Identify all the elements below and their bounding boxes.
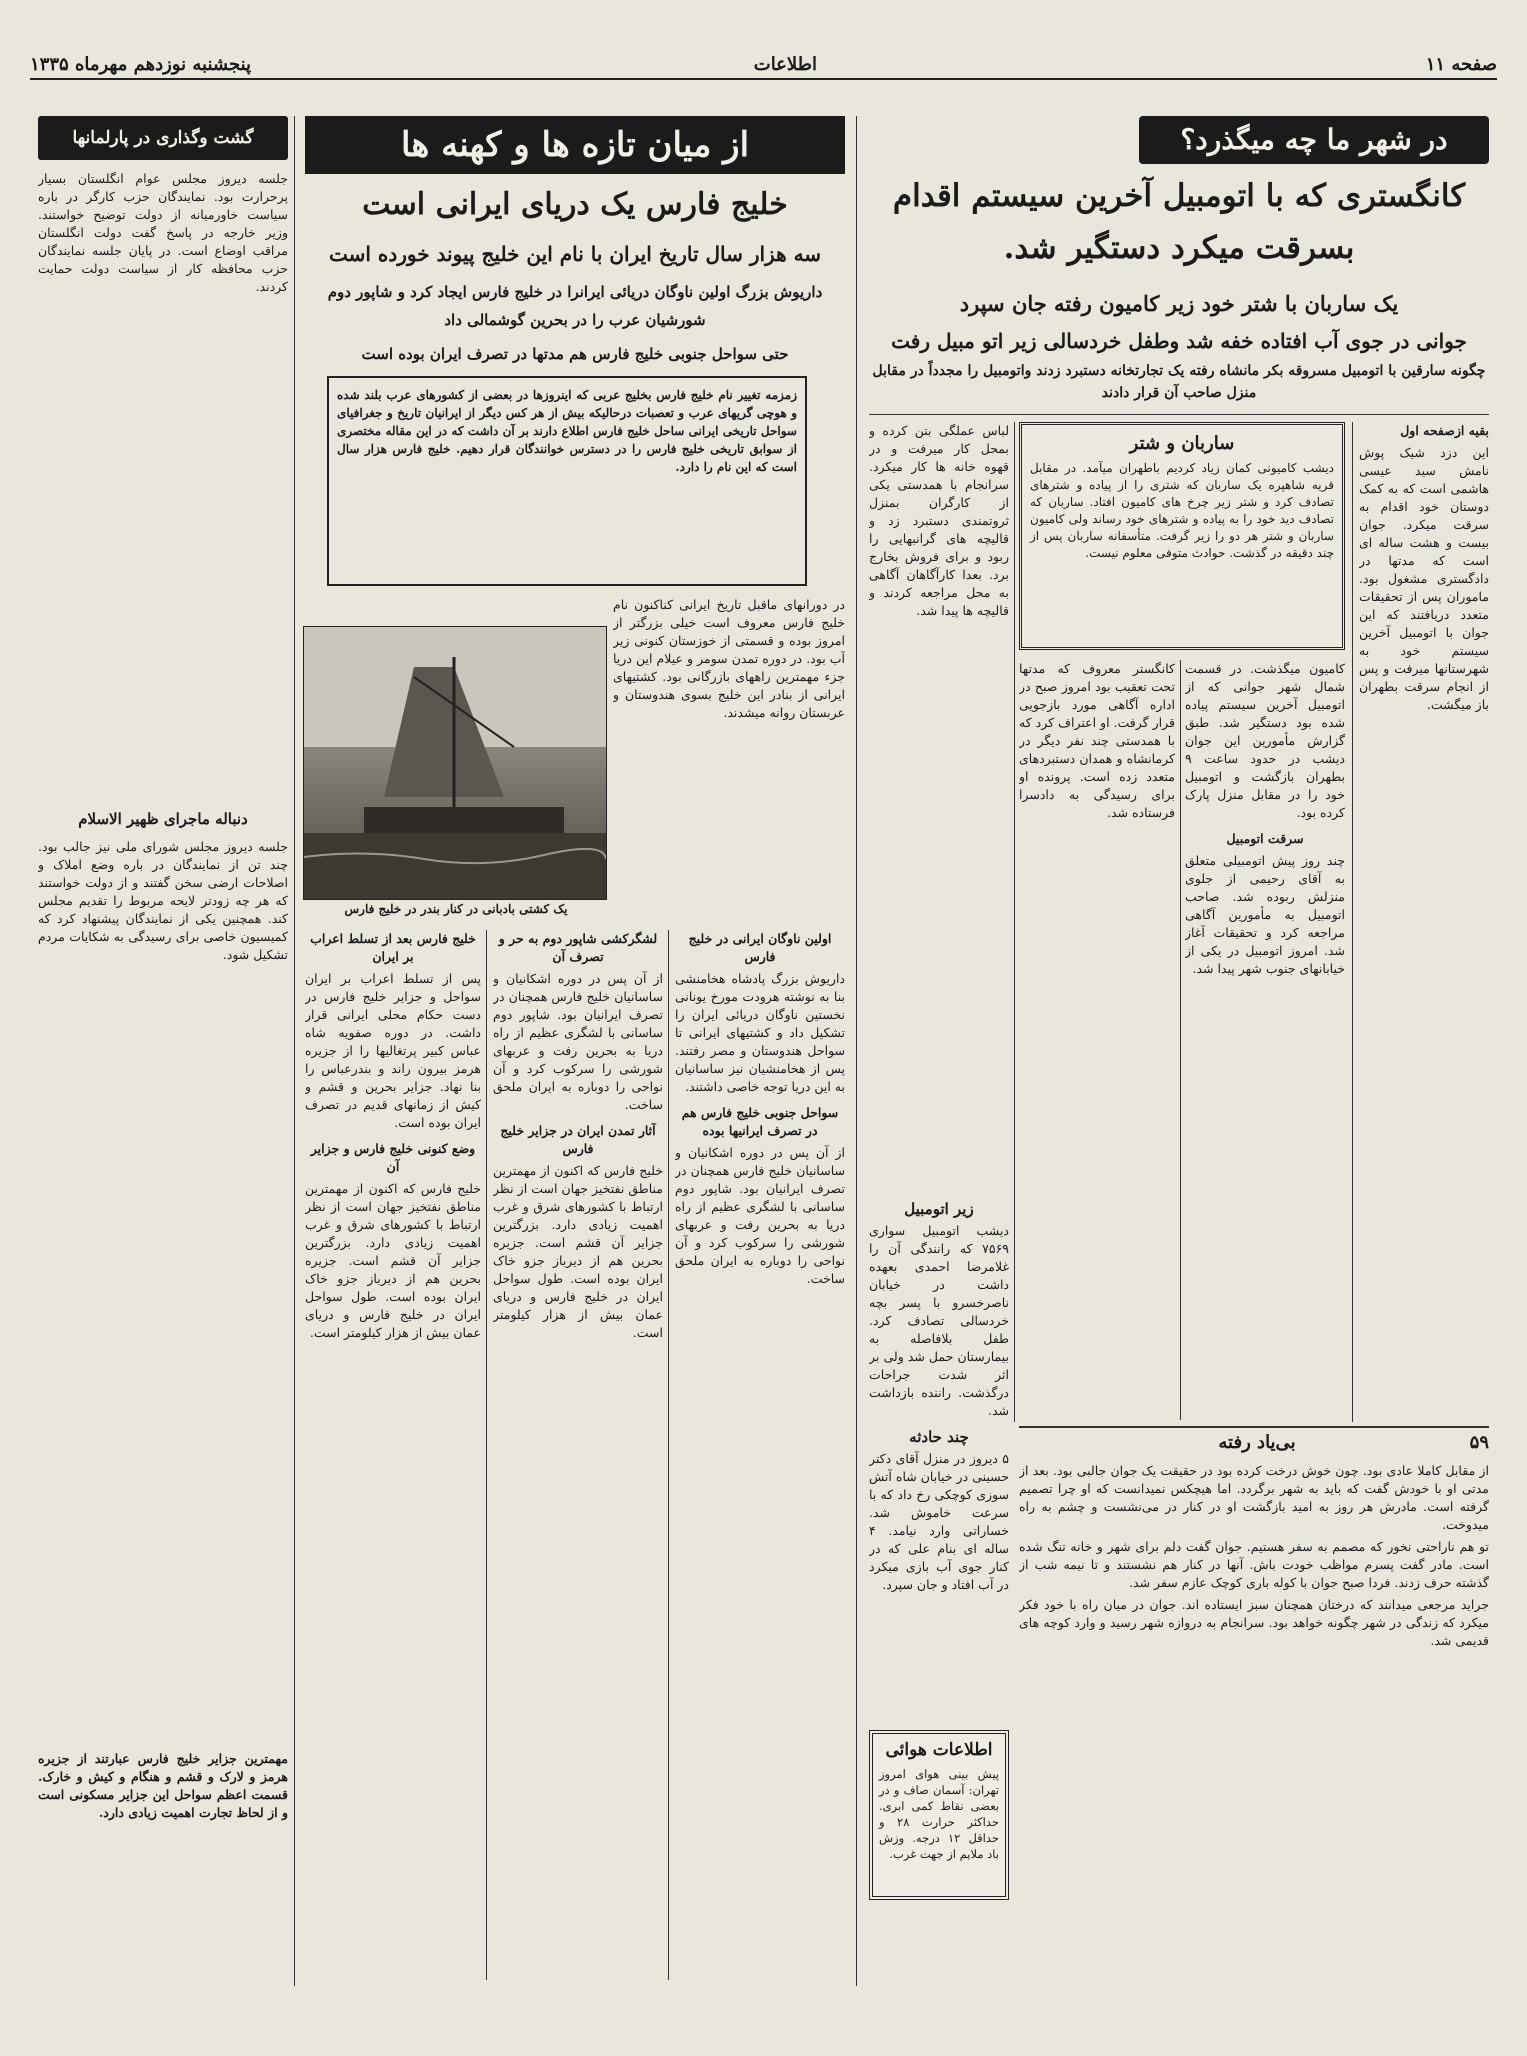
center-headline: خلیج فارس یک دریای ایرانی است [362, 187, 788, 222]
center-deck-1: سه هزار سال تاریخ ایران با نام این خلیج پیوند خورده است [328, 242, 822, 266]
right-deck-2: جوانی در جوی آب افتاده خفه شد وطفل خردسالی زیر اتو مبیل رفت [891, 329, 1467, 353]
center-banner: از میان تازه ها و کهنه ها [305, 116, 845, 174]
right-deck-3: چگونه سارقین با اتومبیل مسروقه بکر مانشاه رفته یک تجارتخانه دستبرد زدند واتومبیل را مجدداً در مقابل منزل صاحب آن قرار دادند [872, 363, 1486, 401]
right-col-c: کامیون میگذشت. در قسمت شمال شهر جوانی که از اتومبیل آخرین سیستم پیاده شده بود دستگیر شد. طبق گزارش مأمورین این جوان دیشب در حدود ساعت ۹ بطهران بازگشت و اتومبیل خود را در مقابل منزل پارک کرده بود. سرقت اتومبیل چند روز پیش اتومبیلی متعلق به آقای رحیمی از جلوی منزلش ربوده شد. صاحب اتومبیل به مأمورین آگاهی مراجعه کرد و تحقیقات آغاز شد. امروز اتومبیل در یکی از خیابانهای جنوب شهر پیدا شد. [1185, 661, 1345, 976]
right-col-events: زیر اتومبیل دیشب اتومبیل سواری ۷۵۶۹ که رانندگی آن را غلامرضا احمدی بعهده داشت در خیابان ناصرخسرو با پسر بچه خردسالی تصادف کرد. طفل بلافاصله به بیمارستان حمل شد ولی بر اثر شدت جراحات درگذشت. راننده بازداشت شد. چند حادثه ۵ دیروز در منزل آقای دکتر حسینی در خیابان شاه آتش سوزی کوچکی رخ داد که با سرعت خاموش شد. خساراتی وارد نیامد. ۴ ساله ای بنام علی که در کنار جوی آب بازی میکرد در آب افتاد و جان سپرد. [869, 1200, 1009, 1592]
section-6-heading: سواحل جنوبی خلیج فارس هم در تصرف ایرانیها بوده [681, 1105, 839, 1138]
ship-illustration [304, 627, 606, 899]
date-line: پنجشنبه نوزدهم مهرماه ۱۳۳۵ [30, 54, 252, 75]
center-col-4: خلیج فارس بعد از تسلط اعراب بر ایران پس از تسلط اعراب بر ایران سواحل و جزایر خلیج فارس در دست حکام محلی ایرانی قرار داشت. در دوره صفویه شاه عباس کبیر پرتغالیها را از جزیره هرمز بیرون راند و بندرعباس را بنا نهاد. جزایر بحرین و قشم و کیش از زمانهای قدیم در تصرف ایران بوده است. وضع کنونی خلیج فارس و جزایر آن خلیج فارس که اکنون از مهمترین مناطق نفتخیز جهان است از نظر ارتباط با کشورهای شرق و غرب اهمیت زیادی دارد. بزرگترین جزایر آن قشم است. جزیره بحرین هم از دیرباز جزو خاک ایران بوده است. طول سواحل ایران در خلیج فارس و دریای عمان بیش از هزار کیلومتر است. [305, 931, 481, 1340]
left-col-body: جلسه دیروز مجلس شورای ملی نیز جالب بود. چند تن از نمایندگان در باره وضع املاک و اصلاحات ارضی سخن گفتند و از دولت خواستند که هر چه زودتر لایحه مربوط را تقدیم مجلس کند. همچنین یکی از نمایندگان پیشنهاد کرد که کمیسیون خاصی برای رسیدگی به شکایات مردم تشکیل شود. [38, 839, 288, 962]
right-banner: در شهر ما چه میگذرد؟ [1139, 116, 1489, 164]
paper-name: اطلاعات [753, 54, 817, 75]
center-deck-2: داریوش بزرگ اولین ناوگان دریائی ایرانرا در خلیج فارس ایجاد کرد و شاپور دوم شورشیان عرب را در بحرین گوشمالی داد [327, 283, 823, 329]
center-col-2: اولین ناوگان ایرانی در خلیج فارس داریوش بزرگ پادشاه هخامنشی بنا به نوشته هرودت مورخ یونانی نخستین ناوگان دریائی ایران را تشکیل داد و کشتیهای ایرانی تا سواحل هندوستان و مصر رفتند. پس از هخامنشیان نیز ساسانیان به این دریا توجه خاصی داشتند. سواحل جنوبی خلیج فارس هم در تصرف ایرانیها بوده از آن پس در دوره اشکانیان و ساسانیان خلیج فارس همچنان در تصرف ایرانیان بود. شاپور دوم ساسانی با لشگری عظیم از راه دریا به بحرین رفت و عربهای شورشی را سرکوب کرد و آن نواحی را دوباره به ایران ملحق ساخت. [675, 931, 845, 1286]
inset-text: دیشب کامیونی کمان زیاد کردیم باطهران میآمد. در مقابل قریه شاهپره یک ساربان که شتری را از پیاده و شترهای تصادف کرد و شتر زیر چرخ های کامیون افتاد. ساربان که تصادف دید خود را به پیاده و شترهای خود رساند ولی کامیون ساربان و شتر هر دو را زیر گرفت. متأسفانه ساربان پس از چند دقیقه در گذشت. حوادث متوفی معلوم نیست. [1030, 461, 1334, 560]
newspaper-page [30, 30, 1497, 2026]
weather-title: اطلاعات هوائی [885, 1740, 993, 1760]
continuation-label: بقیه ازصفحه اول [1400, 423, 1489, 438]
events-heading: چند حادثه [909, 1428, 969, 1446]
serial-number: ۵۹ [1469, 1432, 1489, 1453]
section-1-heading: اولین ناوگان ایرانی در خلیج فارس [688, 931, 832, 964]
right-col-a: بقیه ازصفحه اول این دزد شیک پوش نامش سید عیسی هاشمی است که به کمک دوستان خود اقدام به سرقت میکرد. جوان بیست و هشت ساله ای است که مدتها در دادگستری مشغول بود. ماموران پس از تحقیقات متعدد دریافتند که این جوان با اتومبیل آخرین سیستم خود به شهرستانها میرفت و پس از انجام سرقت بطهران باز میگشت. [1359, 423, 1489, 712]
photo-caption: یک کشتی بادبانی در کنار بندر در خلیج فارس [344, 902, 568, 916]
right-deck-1: یک ساربان با شتر خود زیر کامیون رفته جان سپرد [959, 291, 1399, 316]
running-head [30, 54, 1497, 80]
right-col-d: کانگستر معروف که مدتها تحت تعقیب بود امروز صبح در اداره آگاهی مورد بازجویی قرار گرفت. او اعتراف کرد که با همدستی چند نفر دیگر در کرمانشاه و همدان دستبردهای متعدد زده است. پرونده او برای رسیدگی به دادسرا فرستاده شد. [1019, 661, 1175, 820]
section-2-heading: لشگرکشی شاپور دوم به حر و تصرف آن [498, 931, 658, 964]
left-banner: گشت وگذاری در پارلمانها [38, 116, 288, 160]
right-col-b: لباس عملگی بتن کرده و بمحل کار میرفت و در قهوه خانه ها کار میکرد. سرانجام با همدستی یکی از کارگران بمنزل ثروتمندی دستبرد زد و قالیچه های گرانبهایی را ربود و برای فروش بخارج برد. بعدا کارآگاهان آگاهی به محل مراجعه کردند و قالیچه ها پیدا شد. [869, 423, 1009, 618]
left-col-top: جلسه دیروز مجلس عوام انگلستان بسیار پرحرارت بود. نمایندگان حزب کارگر در باره سیاست خاورمیانه از دولت توضیح خواستند. وزیر خارجه در پاسخ گفت دولت انگلستان مراقب اوضاع است. در پایان جلسه نمایندگان حزب محافظه کار از سیاست دولت حمایت کردند. [38, 171, 288, 294]
right-divider [869, 414, 1489, 415]
weather-text: پیش بینی هوای امروز تهران: آسمان صاف و در بعضی نقاط کمی ابری. حداکثر حرارت ۲۸ و حداقل ۱۲ درجه. وزش باد ملایم از جهت غرب. [879, 1767, 1000, 1861]
left-col-bottom: مهمترین جزایر خلیج فارس عبارتند از جزیره هرمز و لارک و قشم و هنگام و کیش و خارک. قسمت اعظم سواحل این جزایر مسکونی است و از لحاظ تجارت اهمیت زیادی دارد. [38, 1751, 288, 1820]
stolen-car-heading: سرقت اتومبیل [1226, 831, 1304, 846]
serial-text: از مقابل کاملا عادی بود. چون خوش درخت کرده بود در حقیقت یک جوان جالبی بود. بعد از مدتی او با خودش گفت که باید به شهر برگردد. اما هیچکس نمیدانست که او چرا تصمیم گرفته است. مادرش هر روز به امید بازگشت او در کنار در می‌نشست و چشم به راه میدوخت. تو هم ناراحتی نخور که مصمم به سفر هستیم. جوان گفت دلم برای شهر و خانه تنگ شده است. مادر گفت پسرم مواظب خودت باش. آنها در کنار هم نشستند و تا نیمه شب از گذشته حرف زدند. فردا صبح جوان با کوله باری کوچک عازم سفر شد. جراید مرجعی میدانند که درختان همچنان سبز ایستاده اند. جوان در میان راه با خود فکر میکرد که زندگی در شهر چگونه خواهد بود. سرانجام به دروازه شهر رسید و وارد کوچه های قدیمی شد. [1019, 1463, 1489, 1648]
weather-notice [869, 1730, 1009, 1900]
center-intro: زمزمه تغییر نام خلیج فارس بخلیج عربی که اینروزها در بعضی از کشورهای عرب بلند شده و هوچی گریهای عرب و تعصبات درحالیکه بیش از هر کس دیگر از ایرانیان تاریخ و جغرافیای سواحل تاریخی ایرانی ساحل خلیج فارس اطلاع دارند بر آن داشت که در این مقاله مختصری از سوابق تاریخی خلیج فارس را در دسترس خوانندگان قرار دهیم. خلیج فارس هزار سال است که این نام را دارد. [327, 376, 807, 586]
camel-inset [1019, 422, 1345, 650]
center-col-1: در دورانهای ماقبل تاریخ ایرانی کناکنون نام خلیج فارس معروف است خیلی بزرگتر از امروز بوده و قسمتی از خوزستان کنونی زیر آب بود. در دوره تمدن سومر و عیلام این دریا جزء مهمترین راههای بازرگانی بود. کشتیهای ایرانی از بنادر این خلیج بسوی هندوستان و عربستان روانه میشدند. [613, 597, 845, 720]
serial-heading: بی‌یاد رفته [1218, 1432, 1296, 1453]
center-deck-3: حتی سواحل جنوبی خلیج فارس هم مدتها در تصرف ایران بوده است [361, 345, 789, 363]
center-col-3: لشگرکشی شاپور دوم به حر و تصرف آن از آن پس در دوره اشکانیان و ساسانیان خلیج فارس همچنان در تصرف ایرانیان بود. شاپور دوم ساسانی با لشگری عظیم از راه دریا به بحرین رفت و عربهای شورشی را سرکوب کرد و آن نواحی را دوباره به ایران ملحق ساخت. آثار تمدن ایران در جزایر خلیج فارس خلیج فارس که اکنون از مهمترین مناطق نفتخیز جهان است از نظر ارتباط با کشورهای شرق و غرب اهمیت زیادی دارد. بزرگترین جزایر آن قشم است. جزیره بحرین هم از دیرباز جزو خاک ایران بوده است. طول سواحل ایران در خلیج فارس و دریای عمان بیش از هزار کیلومتر است. [493, 931, 663, 1340]
right-headline: کانگستری که با اتومبیل آخرین سیستم اقدام بسرقت میکرد دستگیر شد. [892, 178, 1466, 266]
section-5-heading: آثار تمدن ایران در جزایر خلیج فارس [500, 1123, 656, 1156]
inset-title: ساربان و شتر [1129, 433, 1235, 454]
left-section-heading: دنباله ماجرای ظهیر الاسلام [78, 810, 248, 828]
accident-heading: زیر اتومبیل [904, 1200, 974, 1218]
section-3-heading: خلیج فارس بعد از تسلط اعراب بر ایران [310, 931, 476, 964]
sailing-ship-photo [303, 626, 607, 900]
page-number: صفحه ۱۱ [1425, 54, 1497, 75]
section-4-heading: وضع کنونی خلیج فارس و جزایر آن [310, 1141, 476, 1174]
